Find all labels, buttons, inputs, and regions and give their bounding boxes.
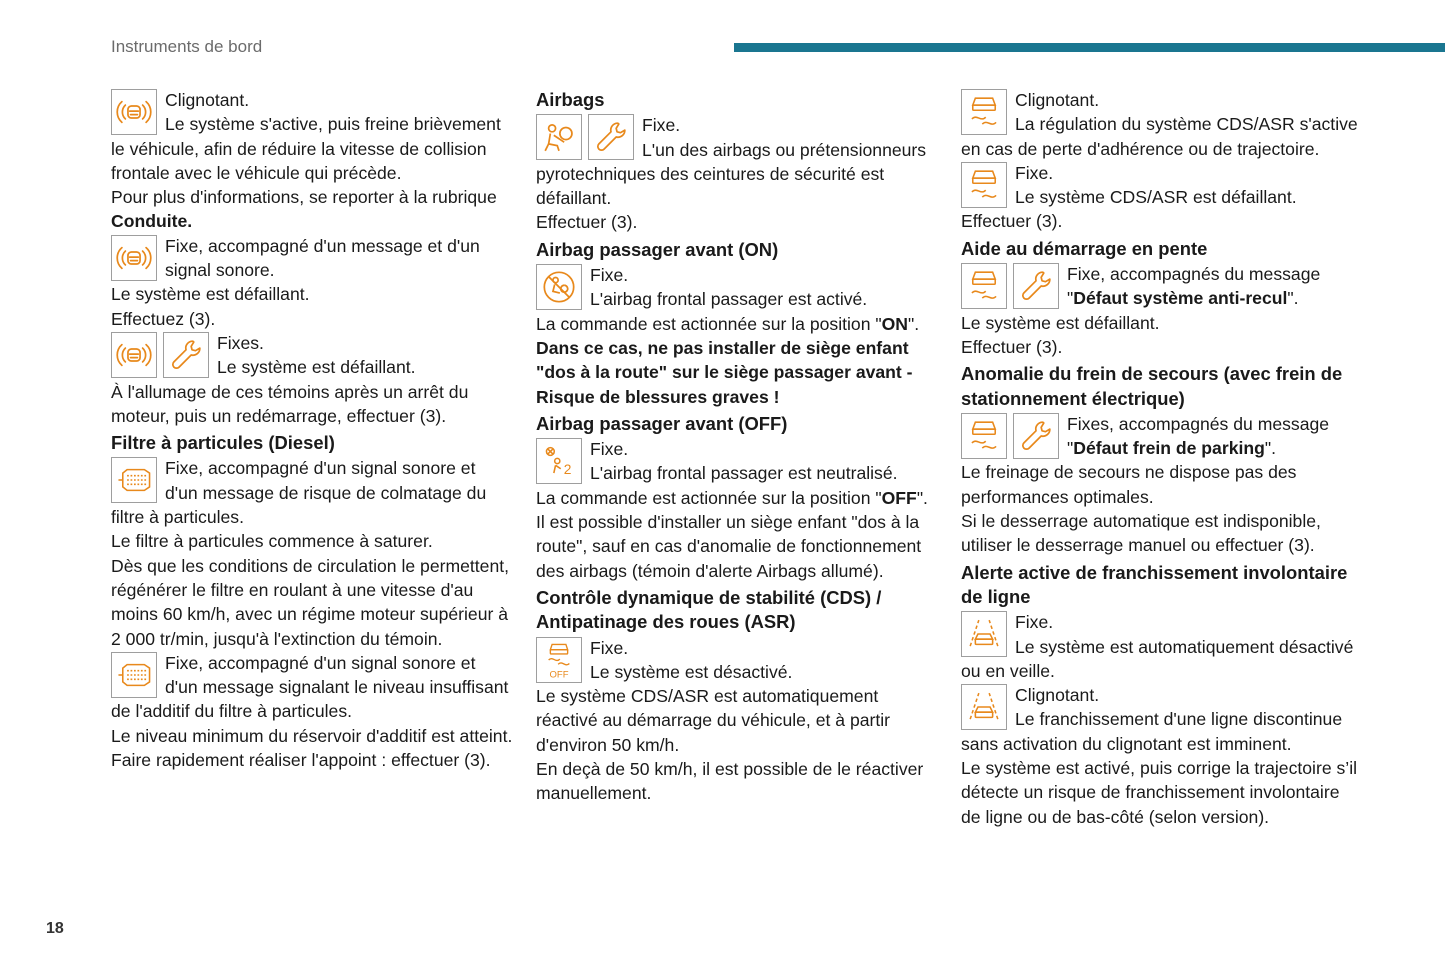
text: Pour plus d'informations, se reporter à la rubrique (111, 187, 497, 208)
text: Le système est défaillant. (217, 357, 416, 378)
heading-airbag-off: Airbag passager avant (OFF) (536, 412, 788, 434)
text: Clignotant. (1015, 90, 1100, 110)
text: ". (916, 487, 928, 508)
airbag-off-icon (536, 438, 582, 484)
header-section-title: Instruments de bord (111, 37, 263, 56)
emergency-brake-block (961, 412, 1361, 558)
cds-active-block (961, 88, 1361, 161)
particle-filter-icon (111, 457, 157, 503)
collision-alert-icon (111, 332, 157, 378)
column-3 (961, 88, 1361, 829)
aebs-fixed-block (111, 234, 513, 331)
column-2 (536, 88, 936, 806)
heading-emergency-brake: Anomalie du frein de secours (avec frein de stationnement électrique) (961, 363, 1343, 409)
header-accent-bar (734, 43, 1445, 52)
text: Le franchissement d'une ligne discontinue sans activation du clignotant est imminent. (961, 709, 1343, 754)
text: Fixe. (590, 439, 629, 460)
text: Dès que les conditions de circulation le permettent, régénérer le filtre en roulant à une vitesse d'au moins 60 km/h, avec un régime moteur supérieur à 2 000 tr/min, jusqu'à l'extinction du témoin. (111, 555, 510, 649)
text: L'airbag frontal passager est neutralisé. (590, 463, 898, 484)
airbag-icon (536, 114, 582, 160)
lane-blinking-block (961, 683, 1361, 829)
text: Le système CDS/ASR est automatiquement réactivé au démarrage du véhicule, et à partir d'environ 50 km/h. (536, 686, 891, 755)
text: ". (1264, 438, 1276, 459)
heading-airbag-on: Airbag passager avant (ON) (536, 238, 779, 260)
text: Faire rapidement réaliser l'appoint : effectuer (3). (111, 750, 491, 771)
text: Le filtre à particules commence à saturer. (111, 531, 433, 552)
text: En deçà de 50 km/h, il est possible de le réactiver manuellement. (536, 759, 924, 804)
text: Effectuer (3). (536, 212, 638, 233)
warning-text: Dans ce cas, ne pas installer de siège enfant "dos à la route" sur le siège passager avant - Risque de blessures graves ! (536, 337, 913, 407)
lane-departure-icon (961, 684, 1007, 730)
stability-skid-icon (961, 263, 1007, 309)
text: Effectuer (3). (961, 211, 1063, 232)
lane-fixed-block (961, 610, 1361, 683)
page-number: 18 (46, 920, 64, 937)
lane-departure-icon (961, 611, 1007, 657)
text (536, 486, 936, 510)
text: À l'allumage de ces témoins après un arrêt du moteur, puis un redémarrage, effectuer (3). (111, 381, 469, 426)
text-bold: ON (881, 313, 909, 334)
text: Fixe. (1015, 612, 1054, 633)
text: Le système s'active, puis freine brièvement le véhicule, afin de réduire la vitesse de collision frontale avec le véhicule qui précède. (111, 114, 501, 183)
wrench-icon (163, 332, 209, 378)
text: Fixe. (1015, 162, 1054, 183)
heading-hill-start: Aide au démarrage en pente (961, 237, 1208, 259)
heading-lane-departure: Alerte active de franchissement involontaire de ligne (961, 561, 1348, 607)
icon-label: OFF (549, 668, 569, 679)
text: Le système est défaillant. (961, 312, 1160, 333)
aebs-blinking-block (111, 88, 513, 234)
text-bold: Défaut système anti-recul (1073, 288, 1288, 309)
text: Fixes, accompagnés du message " (1067, 413, 1330, 459)
wrench-icon (1013, 263, 1059, 309)
text-bold: Défaut frein de parking (1073, 438, 1265, 459)
text: Le système est défaillant. (111, 284, 310, 305)
wrench-icon (1013, 413, 1059, 459)
wrench-icon (588, 114, 634, 160)
aebs-fault-block (111, 331, 513, 428)
text: Le système est désactivé. (590, 661, 793, 682)
cds-off-block (536, 636, 936, 806)
stability-skid-icon (961, 89, 1007, 135)
text: ". (908, 313, 920, 334)
collision-alert-icon (111, 235, 157, 281)
text: Il est possible d'installer un siège enfant "dos à la route", sauf en cas d'anomalie de fonctionnement des airbags (témoin d'alerte Airbags allumé). (536, 512, 922, 581)
dpf-additive-block (111, 651, 513, 772)
collision-alert-icon (111, 89, 157, 135)
heading-cds-asr: Contrôle dynamique de stabilité (CDS) / Antipatinage des roues (ASR) (536, 586, 882, 633)
stability-skid-icon (961, 413, 1007, 459)
icon-label: 2 (563, 461, 572, 478)
text: Effectuez (3). (111, 308, 216, 329)
text-bold: Conduite. (111, 211, 193, 232)
stability-off-icon (536, 637, 582, 683)
text: Fixes. (217, 332, 264, 353)
text: Clignotant. (165, 90, 250, 110)
text: ". (1287, 288, 1299, 309)
text: La commande est actionnée sur la position " (536, 487, 882, 508)
stability-skid-icon (961, 162, 1007, 208)
airbag-on-icon (536, 264, 582, 310)
airbag-fault-block (536, 113, 936, 234)
text: Le niveau minimum du réservoir d'additif est atteint. (111, 725, 513, 746)
text: Fixe. (590, 265, 629, 286)
text: Fixe, accompagné d'un signal sonore et d'un message de risque de colmatage du filtre à particules. (111, 458, 487, 528)
text: Fixe, accompagnés du message " (1067, 264, 1321, 309)
column-1 (111, 88, 513, 772)
text: Le système est activé, puis corrige la trajectoire s’il détecte un risque de franchissement involontaire de ligne ou de bas-côté (selon version). (961, 758, 1358, 827)
text: L'un des airbags ou prétensionneurs pyrotechniques des ceintures de sécurité est défaillant. (536, 139, 927, 209)
text: Effectuer (3). (961, 336, 1063, 357)
text-bold: OFF (881, 487, 917, 508)
particle-filter-icon (111, 652, 157, 698)
text: Fixe, accompagné d'un signal sonore et d'un message signalant le niveau insuffisant de l'additif du filtre à particules. (111, 652, 509, 722)
text: Le système est automatiquement désactivé ou en veille. (961, 636, 1354, 681)
airbag-off-block (536, 437, 936, 583)
text: Si le desserrage automatique est indisponible, utiliser le desserrage manuel ou effectuer (3). (961, 511, 1321, 556)
text: Fixe. (590, 637, 629, 658)
text: Fixe. (642, 115, 681, 136)
hill-start-block (961, 262, 1361, 359)
text: Fixe, accompagné d'un message et d'un signal sonore. (165, 235, 480, 281)
dpf-clogging-block (111, 456, 513, 650)
text: Clignotant. (1015, 685, 1100, 706)
text: La commande est actionnée sur la position " (536, 313, 882, 334)
text (536, 312, 936, 336)
text: Le système CDS/ASR est défaillant. (1015, 187, 1297, 208)
text: La régulation du système CDS/ASR s'active en cas de perte d'adhérence ou de trajectoire. (961, 114, 1358, 159)
text: Le freinage de secours ne dispose pas des performances optimales. (961, 462, 1297, 507)
airbag-on-block (536, 263, 936, 409)
heading-airbags: Airbags (536, 89, 605, 110)
text (111, 185, 513, 234)
text: L'airbag frontal passager est activé. (590, 289, 868, 310)
heading-filtre: Filtre à particules (Diesel) (111, 432, 335, 454)
cds-fault-block (961, 161, 1361, 234)
